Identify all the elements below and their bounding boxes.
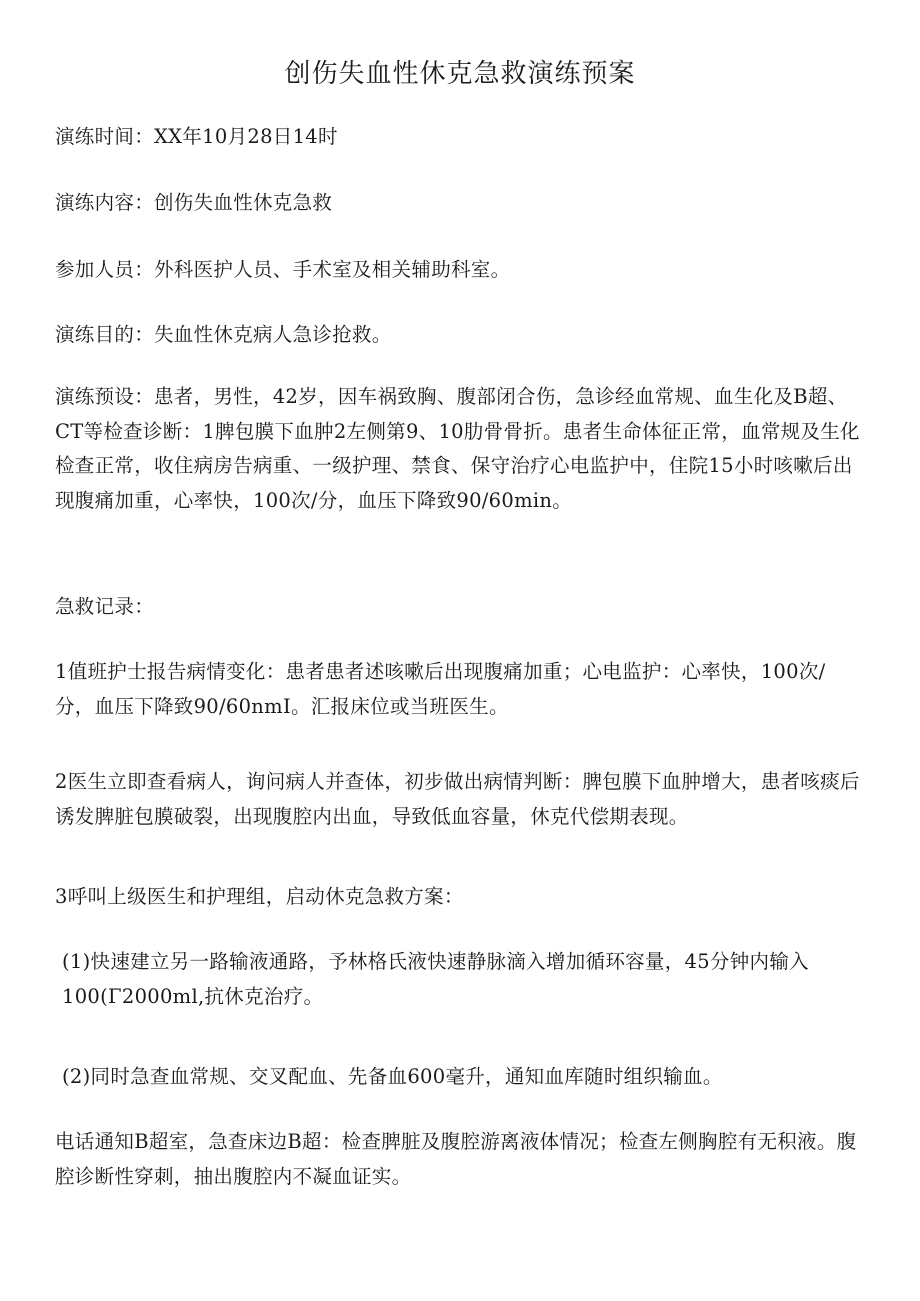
paragraph-ultrasound-notice: 电话通知B超室，急查床边B超：检查脾脏及腹腔游离液体情况；检查左侧胸腔有无积液。腹腔诊断性穿刺，抽出腹腔内不凝血证实。 bbox=[55, 1130, 857, 1188]
paragraph-drill-purpose: 演练目的：失血性休克病人急诊抢救。 bbox=[55, 323, 392, 346]
paragraph-step-3-item-1: (1)快速建立另一路输液通路，予林格氏液快速静脉滴入增加循环容量，45分钟内输入100(Γ2000ml,抗休克治疗。 bbox=[62, 950, 809, 1008]
paragraph-participants: 参加人员：外科医护人员、手术室及相关辅助科室。 bbox=[55, 258, 511, 281]
paragraph-drill-scenario: 演练预设：患者，男性，42岁，因车祸致胸、腹部闭合伤，急诊经血常规、血生化及B超、CT等检查诊断：1脾包膜下血肿2左侧第9、10肋骨骨折。患者生命体征正常，血常规及生化检查正常，收住病房告病重、一级护理、禁食、保守治疗心电监护中，住院15小时咳嗽后出现腹痛加重，心率快，100次/分，血压下降致90/60min。 bbox=[55, 385, 860, 512]
paragraph-step-1: 1值班护士报告病情变化：患者患者述咳嗽后出现腹痛加重；心电监护：心率快，100次/分，血压下降致90/60nmI。汇报床位或当班医生。 bbox=[55, 660, 826, 718]
paragraph-drill-time: 演练时间：XX年10月28日14时 bbox=[55, 125, 338, 148]
paragraph-rescue-record-heading: 急救记录： bbox=[55, 595, 155, 618]
paragraph-step-2: 2医生立即查看病人，询问病人并查体，初步做出病情判断：脾包膜下血肿增大，患者咳痰后诱发脾脏包膜破裂，出现腹腔内出血，导致低血容量，休克代偿期表现。 bbox=[55, 770, 860, 828]
paragraph-step-3-item-2: (2)同时急查血常规、交叉配血、先备血600毫升，通知血库随时组织输血。 bbox=[62, 1065, 723, 1088]
document-title: 创伤失血性休克急救演练预案 bbox=[284, 59, 636, 89]
paragraph-step-3: 3呼叫上级医生和护理组，启动休克急救方案： bbox=[55, 885, 464, 908]
paragraph-drill-content: 演练内容：创伤失血性休克急救 bbox=[55, 191, 333, 214]
